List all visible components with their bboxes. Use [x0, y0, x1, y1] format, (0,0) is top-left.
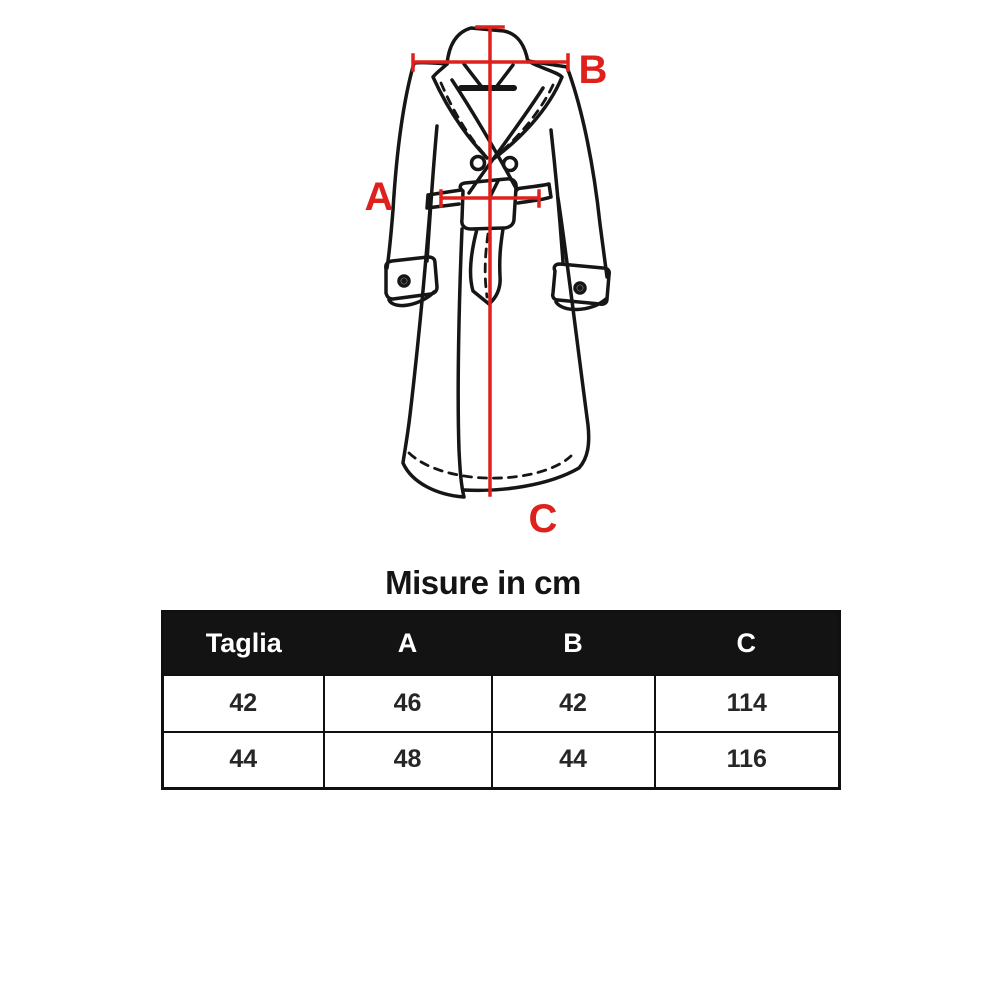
measurement-label-a: A — [364, 175, 394, 219]
table-row — [163, 675, 840, 732]
coat-line-art — [386, 28, 610, 497]
table-header-row — [163, 612, 840, 675]
col-header-b: B — [492, 612, 655, 675]
col-header-c: C — [655, 612, 840, 675]
cell-taglia: 42 — [163, 675, 324, 732]
coat-sleeves — [387, 61, 607, 277]
cell-a: 46 — [324, 675, 492, 732]
measurements-table — [161, 610, 841, 790]
cell-b: 44 — [492, 732, 655, 789]
cell-b: 42 — [492, 675, 655, 732]
coat-collar — [447, 28, 528, 86]
cell-c: 116 — [655, 732, 840, 789]
measurement-label-c: C — [528, 497, 558, 541]
coat-cuff-left — [386, 257, 437, 306]
coat-lapels — [433, 60, 562, 193]
measurement-label-b: B — [578, 48, 608, 92]
table-title: Misure in cm — [385, 564, 581, 601]
table-row — [163, 732, 840, 789]
col-header-a: A — [324, 612, 492, 675]
cell-a: 48 — [324, 732, 492, 789]
cell-c: 114 — [655, 675, 840, 732]
cell-taglia: 44 — [163, 732, 324, 789]
col-header-taglia: Taglia — [163, 612, 324, 675]
